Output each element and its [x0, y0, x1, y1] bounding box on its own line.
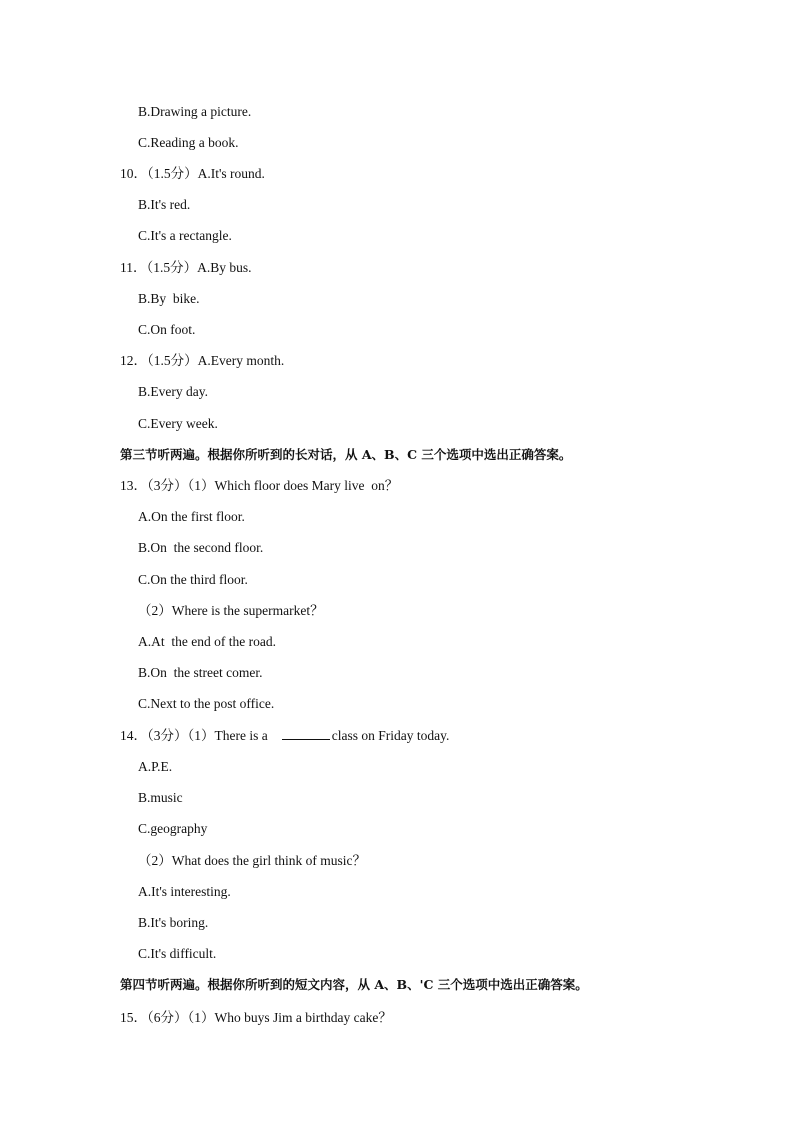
q14-subquestion-2: （2）What does the girl think of music？: [138, 853, 366, 868]
q13-option-b: B.On the second floor.: [138, 540, 264, 555]
q14-sub2-option-c: C.It's difficult.: [138, 946, 217, 961]
q12-option-c: C.Every week.: [138, 416, 218, 431]
q14-sub2-option-a: A.It's interesting.: [138, 884, 231, 899]
q13-option-c: C.On the third floor.: [138, 572, 248, 587]
q10-option-c: C.It's a rectangle.: [138, 228, 232, 243]
q13-option-a: A.On the first floor.: [138, 509, 245, 524]
q9-option-b: B.Drawing a picture.: [138, 104, 252, 119]
q13-subquestion-2: （2）Where is the supermarket？: [138, 603, 324, 618]
q12-stem: 12．（1.5分）A.Every month.: [120, 353, 285, 368]
q11-option-b: B.By bike.: [138, 291, 200, 306]
fill-in-blank: [282, 728, 330, 740]
q12-option-b: B.Every day.: [138, 384, 208, 399]
q14-stem-before: 14．（3分）（1）There is a: [120, 728, 268, 743]
q9-option-c: C.Reading a book.: [138, 135, 239, 150]
q14-sub2-option-b: B.It's boring.: [138, 915, 209, 930]
q10-stem: 10．（1.5分）A.It's round.: [120, 166, 265, 181]
q14-stem: [120, 728, 449, 744]
q14-option-c: C.geography: [138, 821, 208, 836]
q13-sub2-option-a: A.At the end of the road.: [138, 634, 276, 649]
q11-option-c: C.On foot.: [138, 322, 196, 337]
q14-option-a: A.P.E.: [138, 759, 173, 774]
q13-sub2-option-b: B.On the street comer.: [138, 665, 263, 680]
q11-stem: 11．（1.5分）A.By bus.: [120, 260, 252, 275]
q14-stem-after: class on Friday today.: [331, 728, 450, 743]
q10-option-b: B.It's red.: [138, 197, 191, 212]
section4-heading: 第四节听两遍。根据你所听到的短文内容，从 A、B、'C 三个选项中选出正确答案。: [120, 977, 588, 992]
q15-stem: 15．（6分）（1）Who buys Jim a birthday cake？: [120, 1010, 392, 1025]
q14-option-b: B.music: [138, 790, 183, 805]
section3-heading: 第三节听两遍。根据你所听到的长对话，从 A、B、C 三个选项中选出正确答案。: [120, 447, 572, 462]
q13-sub2-option-c: C.Next to the post office.: [138, 696, 275, 711]
q13-stem: 13．（3分）（1）Which floor does Mary live on？: [120, 478, 399, 493]
